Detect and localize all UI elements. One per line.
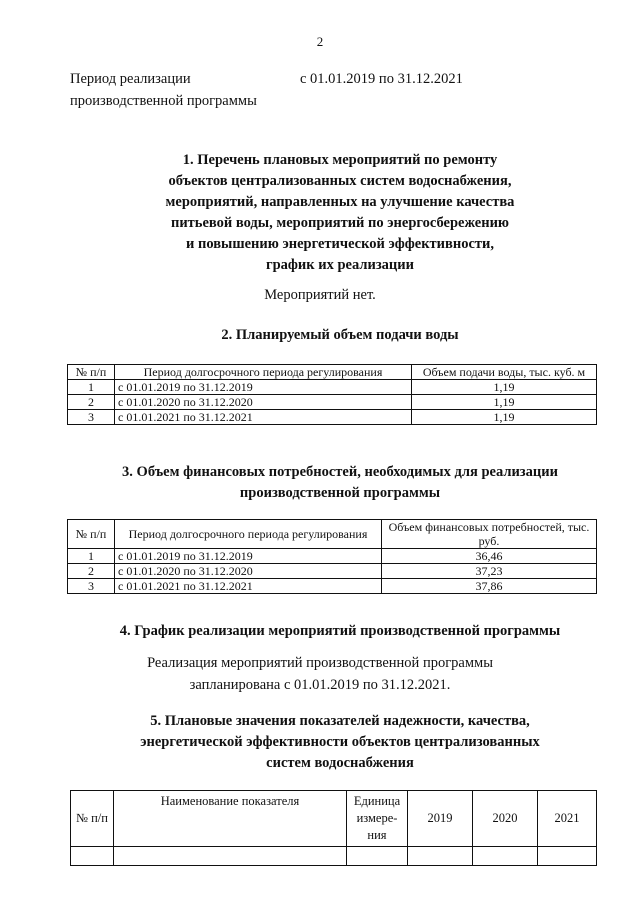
period-label-line1: Период реализации bbox=[70, 71, 191, 87]
col-header-indicator-name: Наименование показателя bbox=[114, 791, 347, 847]
col-header-period: Период долгосрочного периода регулирования bbox=[115, 520, 382, 549]
table-row bbox=[68, 410, 597, 425]
col-header-volume: Объем подачи воды, тыс. куб. м bbox=[412, 365, 597, 380]
section2-title: 2. Планируемый объем подачи воды bbox=[221, 327, 459, 343]
table-row bbox=[68, 549, 597, 564]
empty-cell bbox=[114, 847, 347, 866]
cell-num: 3 bbox=[68, 410, 115, 425]
cell-num: 1 bbox=[68, 380, 115, 395]
cell-num: 2 bbox=[68, 564, 115, 579]
section1-title-line: мероприятий, направленных на улучшение качества bbox=[165, 194, 515, 210]
section1-title-line: и повышению энергетической эффективности, bbox=[186, 236, 494, 252]
section1-title-line: 1. Перечень плановых мероприятий по ремонту bbox=[182, 152, 498, 168]
col-header-num: № п/п bbox=[71, 791, 114, 847]
cell-value: 1,19 bbox=[412, 410, 597, 425]
cell-num: 2 bbox=[68, 395, 115, 410]
financial-needs-table bbox=[67, 519, 597, 594]
col-header-year-2020: 2020 bbox=[473, 791, 538, 847]
col-header-unit: Единица измере-ния bbox=[347, 791, 408, 847]
empty-cell bbox=[473, 847, 538, 866]
cell-value: 37,23 bbox=[382, 564, 597, 579]
water-supply-table bbox=[67, 364, 597, 425]
indicators-table bbox=[70, 790, 597, 866]
section4-text-line1: Реализация мероприятий производственной программы bbox=[147, 655, 493, 671]
section1-title-line: объектов централизованных систем водоснабжения, bbox=[168, 173, 512, 189]
period-value: с 01.01.2019 по 31.12.2021 bbox=[300, 71, 463, 87]
period-label-line2: производственной программы bbox=[70, 93, 257, 109]
cell-period: с 01.01.2019 по 31.12.2019 bbox=[115, 549, 382, 564]
section1-title bbox=[100, 150, 580, 276]
section4-text-line2: запланирована с 01.01.2019 по 31.12.2021. bbox=[189, 677, 451, 693]
table-row bbox=[68, 579, 597, 594]
section3-title bbox=[80, 462, 600, 504]
cell-period: с 01.01.2020 по 31.12.2020 bbox=[115, 395, 412, 410]
empty-cell bbox=[347, 847, 408, 866]
table-header-row bbox=[71, 791, 597, 847]
section3-title-line: 3. Объем финансовых потребностей, необходимых для реализации bbox=[122, 464, 558, 480]
section1-title-line: график их реализации bbox=[265, 257, 414, 273]
empty-cell bbox=[538, 847, 597, 866]
col-header-period: Период долгосрочного периода регулирования bbox=[115, 365, 412, 380]
cell-num: 3 bbox=[68, 579, 115, 594]
section3-title-line: производственной программы bbox=[239, 485, 441, 501]
table-row bbox=[71, 847, 597, 866]
section5-title-line: систем водоснабжения bbox=[266, 755, 414, 771]
col-header-finance: Объем финансовых потребностей, тыс. руб. bbox=[382, 520, 597, 549]
section5-title-line: энергетической эффективности объектов централизованных bbox=[140, 734, 540, 750]
table-header-row bbox=[68, 520, 597, 549]
col-header-num: № п/п bbox=[68, 365, 115, 380]
table-header-row bbox=[68, 365, 597, 380]
col-header-year-2021: 2021 bbox=[538, 791, 597, 847]
section4-title: 4. График реализации мероприятий производственной программы bbox=[119, 623, 561, 639]
col-header-year-2019: 2019 bbox=[408, 791, 473, 847]
cell-value: 1,19 bbox=[412, 380, 597, 395]
cell-value: 1,19 bbox=[412, 395, 597, 410]
section5-title bbox=[90, 711, 590, 774]
cell-period: с 01.01.2021 по 31.12.2021 bbox=[115, 579, 382, 594]
cell-value: 37,86 bbox=[382, 579, 597, 594]
section1-text: Мероприятий нет. bbox=[264, 287, 376, 303]
col-header-num: № п/п bbox=[68, 520, 115, 549]
period-label bbox=[70, 68, 290, 112]
table-row bbox=[68, 380, 597, 395]
table-row bbox=[68, 564, 597, 579]
section1-title-line: питьевой воды, мероприятий по энергосбережению bbox=[170, 215, 510, 231]
section5-title-line: 5. Плановые значения показателей надежности, качества, bbox=[150, 713, 530, 729]
table-row bbox=[68, 395, 597, 410]
cell-period: с 01.01.2020 по 31.12.2020 bbox=[115, 564, 382, 579]
cell-num: 1 bbox=[68, 549, 115, 564]
empty-cell bbox=[71, 847, 114, 866]
cell-period: с 01.01.2019 по 31.12.2019 bbox=[115, 380, 412, 395]
cell-period: с 01.01.2021 по 31.12.2021 bbox=[115, 410, 412, 425]
empty-cell bbox=[408, 847, 473, 866]
cell-value: 36,46 bbox=[382, 549, 597, 564]
page-number: 2 bbox=[316, 34, 324, 49]
